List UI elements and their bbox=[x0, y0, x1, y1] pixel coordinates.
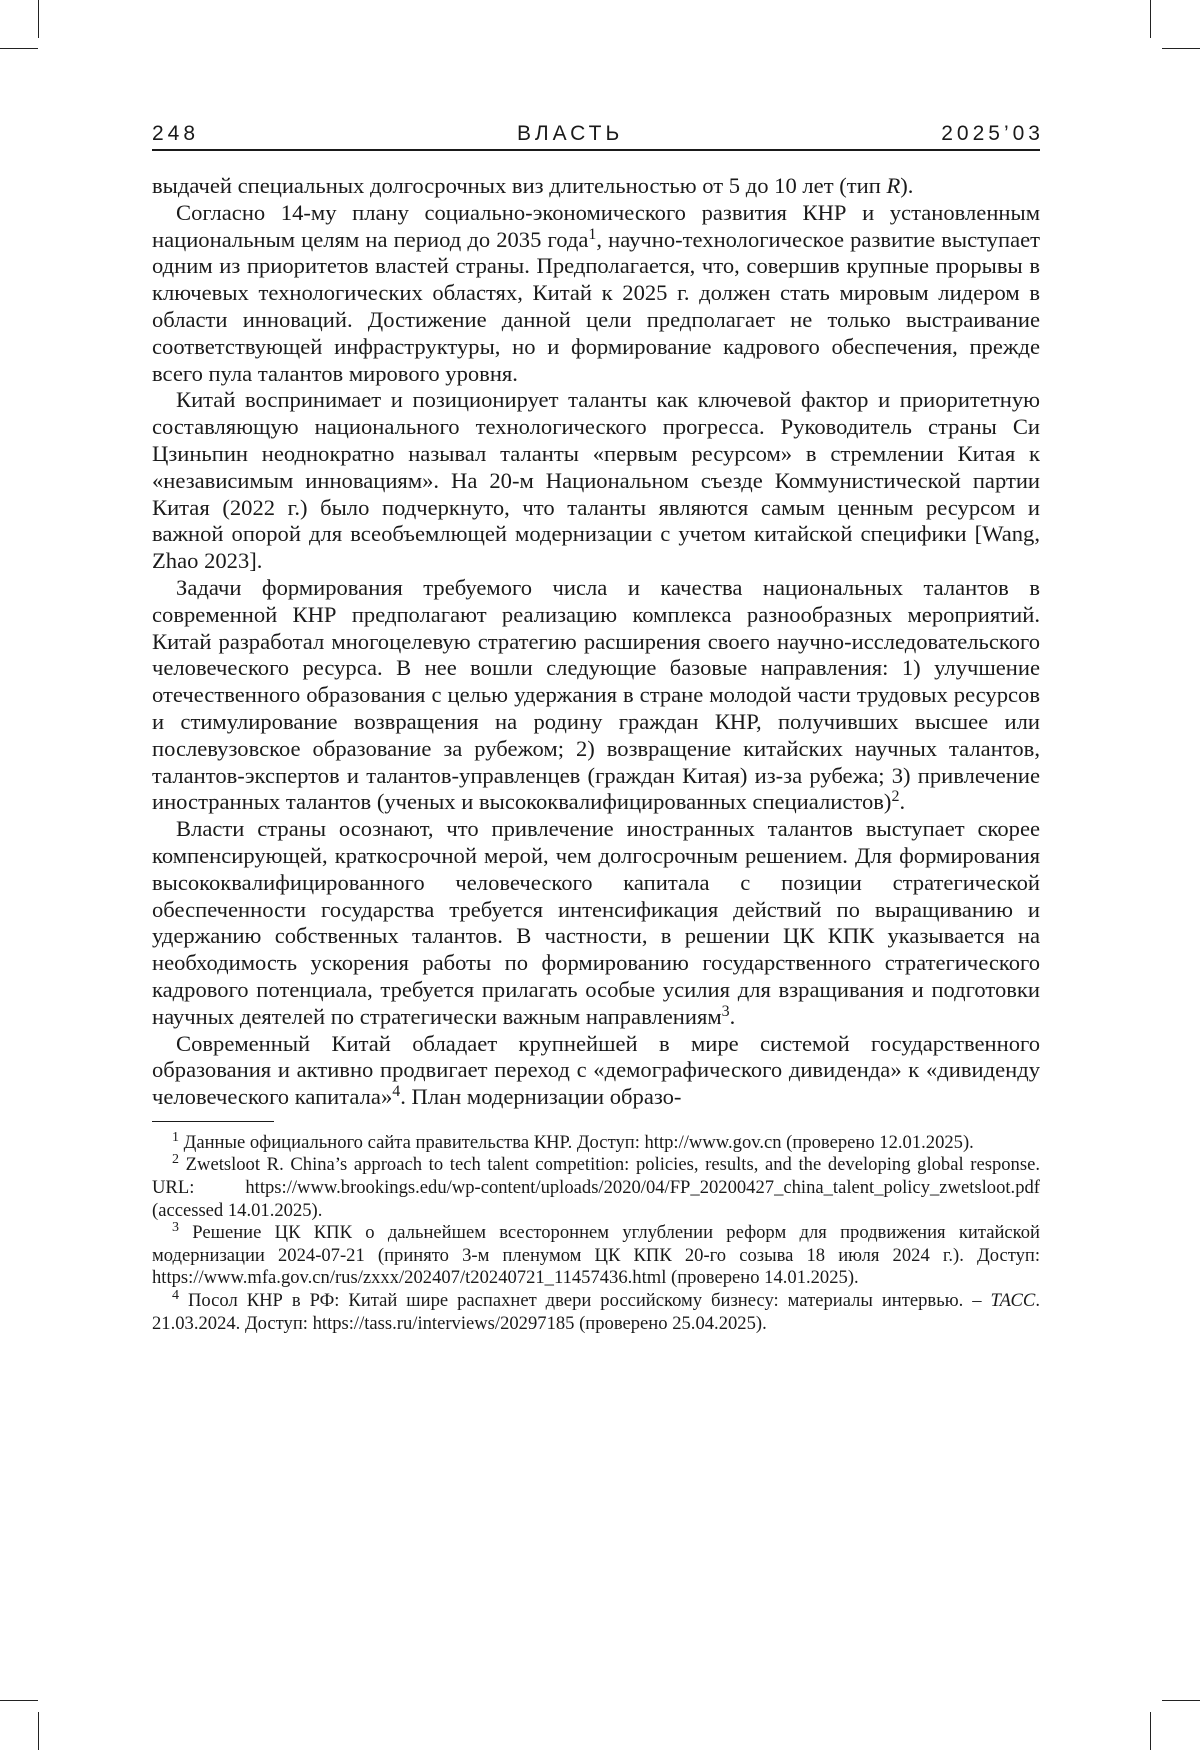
article-body bbox=[152, 173, 1040, 1111]
footnote: $^2$ Zwetsloot R. China’s approach to tech talent competition: policies, results, and the developing global response. URL: https://www.brookings.edu/wp-content/uploads/2020/04/FP_20200427_china_talent_policy_zwetsloot.pdf (accessed 14.01.2025). bbox=[152, 1152, 1040, 1221]
crop-mark bbox=[1150, 0, 1151, 38]
footnote: $^3$ Решение ЦК КПК о дальнейшем всестороннем углублении реформ для продвижения китайской модернизации 2024-07-21 (принято 3-м пленумом ЦК КПК 20-го созыва 18 июля 2024 г.). Доступ: https://www.mfa.gov.cn/rus/zxxx/202407/t20240721_11457436.html (проверено 14.01.2025). bbox=[152, 1220, 1040, 1289]
journal-page bbox=[152, 122, 1044, 1335]
running-head bbox=[152, 122, 1044, 151]
crop-mark bbox=[38, 0, 39, 38]
crop-mark bbox=[1150, 1712, 1151, 1750]
paragraph: Задачи формирования требуемого числа и качества национальных талантов в современной КНР предполагают реализацию комплекса разнообразных мероприятий. Китай разработал многоцелевую стратегию расширения своего научно-исследовательского человеческого ресурса. В нее вошли следующие базовые направления: 1) улучшение отечественного образования с целью удержания в стране молодой части трудовых ресурсов и стимулирование возвращения на родину граждан КНР, получивших высшее или послевузовское образование за рубежом; 2) возвращение китайских научных талантов, талантов-экспертов и талантов-управленцев (граждан Китая) из-за рубежа; 3) привлечение иностранных талантов (ученых и высококвалифицированных специалистов)$^2$. bbox=[152, 574, 1040, 815]
footnote-divider bbox=[152, 1121, 274, 1122]
paragraph: Современный Китай обладает крупнейшей в мире системой государственного образования и активно продвигает переход с «демографического дивиденда» к «дивиденду человеческого капитала»$^4$. План модернизации образо- bbox=[152, 1030, 1040, 1110]
footnote-ref-4[interactable]: 4 bbox=[392, 1083, 401, 1101]
footnote: $^4$ Посол КНР в РФ: Китай шире распахнет двери российскому бизнесу: материалы интервью. – ТАСС. 21.03.2024. Доступ: https://tass.ru/interviews/20297185 (проверено 25.04.2025). bbox=[152, 1288, 1040, 1334]
footnote-ref-1[interactable]: 1 bbox=[588, 225, 597, 243]
crop-mark bbox=[38, 1712, 39, 1750]
paragraph: Власти страны осознают, что привлечение иностранных талантов выступает скорее компенсирующей, краткосрочной мерой, чем долгосрочным решением. Для формирования высококвалифицированного человеческого капитала с позиции стратегической обеспеченности государства требуется интенсификация действий по выращиванию и удержанию собственных талантов. В частности, в решении ЦК КПК указывается на необходимость ускорения работы по формированию государственного стратегического кадрового потенциала, требуется прилагать особые усилия для взращивания и подготовки научных деятелей по стратегически важным направлениям$^3$. bbox=[152, 816, 1040, 1029]
paragraph: Согласно 14-му плану социально-экономического развития КНР и установленным национальным целям на период до 2035 года$^1$, научно-технологическое развитие выступает одним из приоритетов властей страны. Предполагается, что, совершив крупные прорывы в ключевых технологических областях, Китай к 2025 г. должен стать мировым лидером в области инноваций. Достижение данной цели предполагает не только выстраивание соответствующей инфраструктуры, но и формирование кадрового обеспечения, прежде всего пула талантов мирового уровня. bbox=[152, 199, 1040, 386]
footnote: $^1$ Данные официального сайта правительства КНР. Доступ: http://www.gov.cn (проверено 12.01.2025). bbox=[172, 1129, 974, 1153]
crop-mark bbox=[1162, 1700, 1200, 1701]
crop-mark bbox=[0, 1700, 38, 1701]
footnote-ref-2[interactable]: 2 bbox=[891, 788, 900, 806]
crop-mark bbox=[1162, 48, 1200, 49]
crop-mark bbox=[0, 48, 38, 49]
paragraph: выдачей специальных долгосрочных виз длительностью от 5 до 10 лет (тип R). bbox=[152, 173, 914, 198]
footnotes bbox=[152, 1129, 1040, 1335]
issue-number: 2025’03 bbox=[941, 122, 1044, 145]
journal-title: ВЛАСТЬ bbox=[517, 122, 624, 145]
footnote-ref-3[interactable]: 3 bbox=[721, 1002, 730, 1020]
paragraph: Китай воспринимает и позиционирует таланты как ключевой фактор и приоритетную составляющую национального технологического прогресса. Руководитель страны Си Цзиньпин неоднократно называл таланты «первым ресурсом» в стремлении Китая к «независимым инновациям». На 20-м Национальном съезде Коммунистической партии Китая (2022 г.) было подчеркнуто, что таланты являются самым ценным ресурсом и важной опорой для всеобъемлющей модернизации с учетом китайской специфики [Wang, Zhao 2023]. bbox=[152, 387, 1040, 574]
page-number: 248 bbox=[152, 122, 200, 145]
